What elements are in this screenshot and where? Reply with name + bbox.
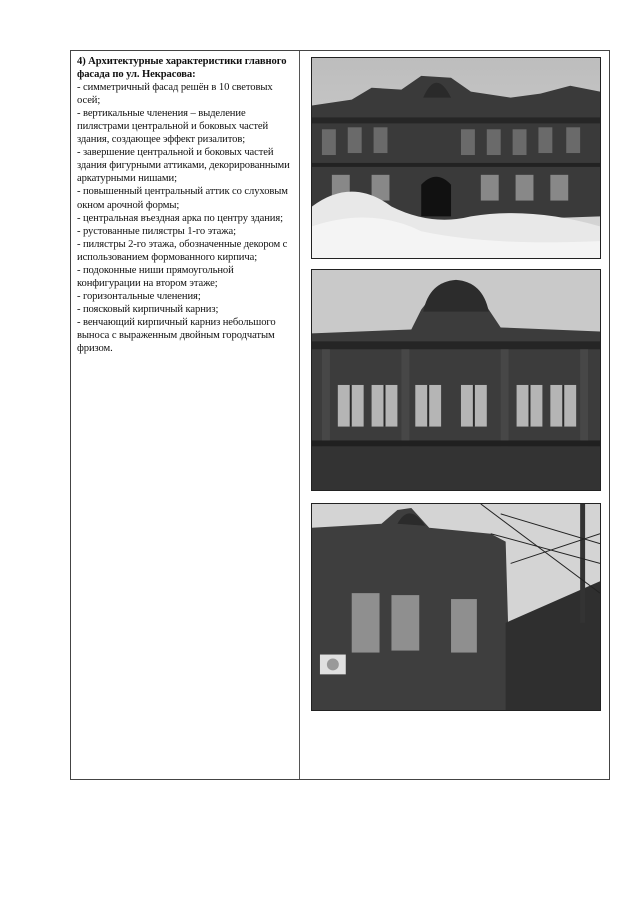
facade-photo-1 bbox=[311, 57, 601, 259]
list-item: - подоконные ниши прямоугольной конфигурации на втором этаже; bbox=[77, 264, 234, 289]
list-item: - завершение центральной и боковых частей здания фигурными аттиками, декорированными аркатурными нишами; bbox=[77, 147, 290, 185]
facade-photo-3 bbox=[311, 503, 601, 711]
list-item: - повышенный центральный аттик со слуховым окном арочной формы; bbox=[77, 186, 288, 211]
list-item: - симметричный фасад решён в 10 световых осей; bbox=[77, 82, 273, 107]
column-divider bbox=[299, 51, 300, 779]
list-item: - горизонтальные членения; bbox=[77, 290, 201, 302]
facade-photo-2 bbox=[311, 269, 601, 491]
description-cell bbox=[77, 55, 295, 355]
document-table bbox=[70, 50, 610, 780]
list-item: - венчающий кирпичный карниз небольшого выноса с выраженным двойным городчатым фризом. bbox=[77, 316, 276, 355]
list-item: - поясковый кирпичный карниз; bbox=[77, 303, 219, 315]
section-heading: 4) Архитектурные характеристики главного фасада по ул. Некрасова: bbox=[77, 56, 287, 81]
list-item: - центральная въездная арка по центру здания; bbox=[77, 212, 283, 224]
list-item: - пилястры 2-го этажа, обозначенные декором с использованием формованного кирпича; bbox=[77, 238, 288, 263]
list-item: - вертикальные членения – выделение пилястрами центральной и боковых частей здания, создающее эффект ризалитов; bbox=[77, 108, 269, 146]
list-item: - рустованные пилястры 1-го этажа; bbox=[77, 225, 236, 237]
